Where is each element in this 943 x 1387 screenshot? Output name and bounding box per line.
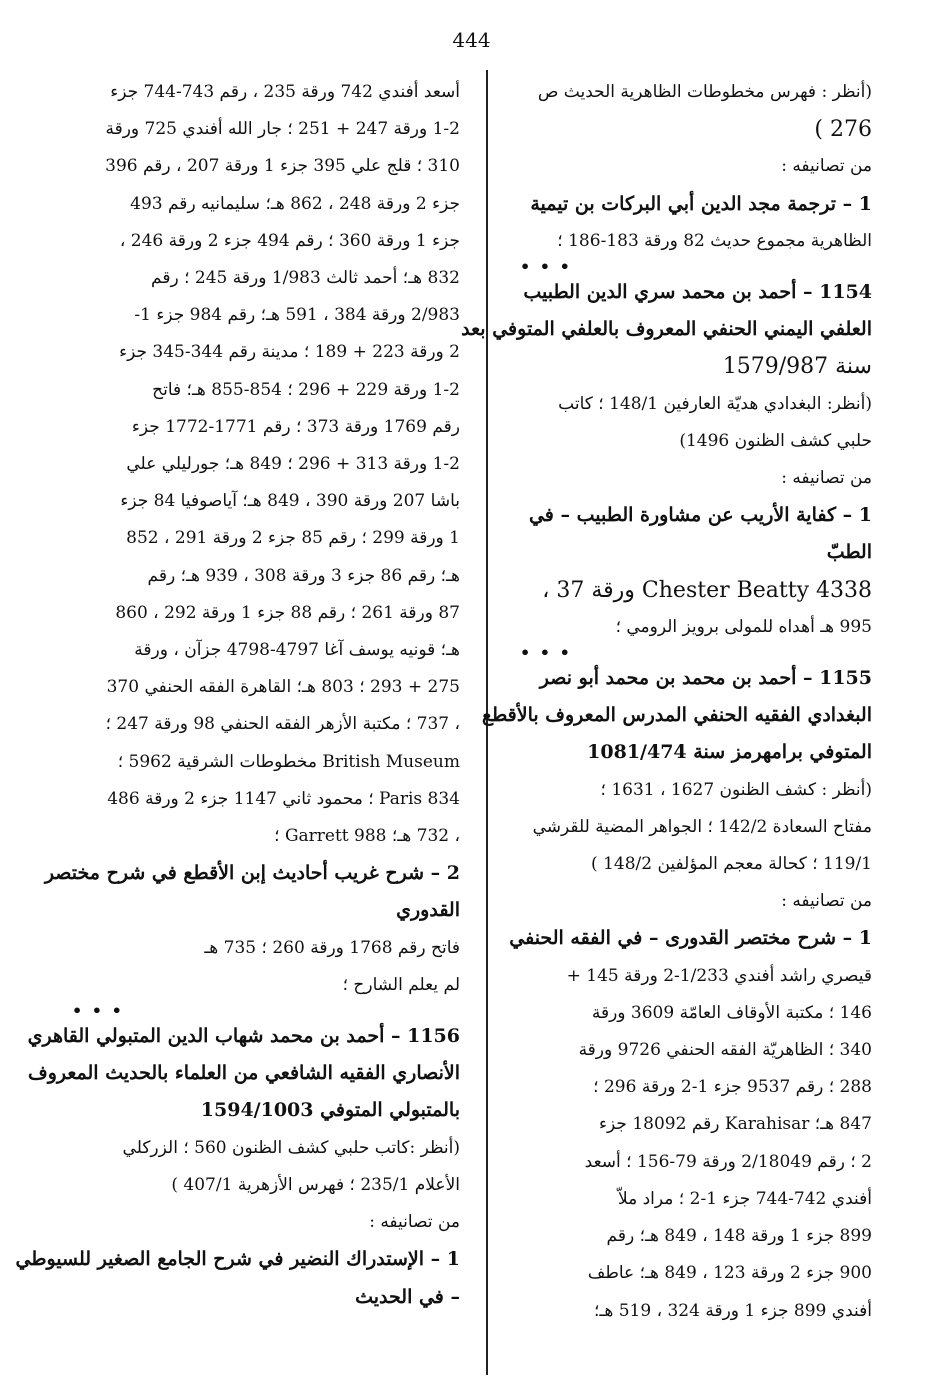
section-separator: • • •	[520, 643, 572, 663]
text-line: (أنظر : فهرس مخطوطات الظاهرية الحديث ص	[537, 82, 872, 102]
text-line: حلبي كشف الظنون 1496)	[679, 430, 872, 451]
text-line: مفتاح السعادة 142/2 ؛ الجواهر المضية للقرشي	[532, 816, 872, 837]
text-line: من تصانيفه :	[781, 156, 872, 177]
entry-heading: 1 – شرح مختصر القدورى – في الفقه الحنفي	[509, 927, 872, 950]
text-line: أفندي 899 جزء 1 ورقة 324 ، 519 هـ؛	[593, 1300, 872, 1321]
text-line: Chester Beatty 4338 ورقة 37 ،	[542, 577, 872, 603]
right-column	[461, 74, 872, 1330]
section-separator: • • •	[520, 257, 572, 277]
entry-heading: الطبّ	[826, 541, 872, 564]
text-line: Paris 834 ؛ محمود ثاني 1147 جزء 2 ورقة 486	[107, 788, 460, 809]
text-line: 1 ورقة 299 ؛ رقم 85 جزء 2 ورقة 291 ، 852	[126, 528, 460, 549]
text-line: رقم 1769 ورقة 373 ؛ رقم 1771-1772 جزء	[131, 416, 460, 437]
entry-heading: 1155 – أحمد بن محمد بن محمد أبو نصر	[539, 667, 872, 690]
text-line: 146 ؛ مكتبة الأوقاف العامّة 3609 ورقة	[591, 1002, 872, 1023]
section-separator: • • •	[72, 1001, 124, 1021]
text-line: (أنظر : كشف الظنون 1627 ، 1631 ؛	[600, 779, 872, 800]
text-line: 900 جزء 2 ورقة 123 ، 849 هـ؛ عاطف	[587, 1263, 872, 1284]
text-line: 276 )	[814, 117, 872, 143]
text-line: 275 + 293 ؛ 803 هـ؛ القاهرة الفقه الحنفي 370	[106, 677, 460, 698]
page-number: 444	[452, 28, 491, 52]
entry-heading: 1 – الإستدراك النضير في شرح الجامع الصغير للسيوطي	[15, 1248, 460, 1271]
text-line: باشا 207 ورقة 390 ، 849 هـ؛ آياصوفيا 84 جزء	[120, 491, 460, 512]
text-line: سنة 1579/987	[722, 354, 872, 380]
text-line: 2/983 ورقة 384 ، 591 هـ؛ رقم 984 جزء 1-	[134, 305, 460, 326]
text-line: هـ؛ رقم 86 جزء 3 ورقة 308 ، 939 هـ؛ رقم	[147, 565, 460, 586]
text-line: 899 جزء 1 ورقة 148 ، 849 هـ؛ رقم	[606, 1226, 872, 1247]
text-line: قيصري راشد أفندي 1/233-2 ورقة 145 +	[566, 965, 872, 986]
text-line: (أنظر :كاتب حلبي كشف الظنون 560 ؛ الزركلي	[122, 1137, 460, 1158]
text-line: 2 ؛ رقم 2/18049 ورقة 79-156 ؛ أسعد	[584, 1151, 872, 1172]
text-line: 1-2 ورقة 247 + 251 ؛ جار الله أفندي 725 ورقة	[105, 119, 460, 140]
text-line: 995 هـ أهداه للمولى برويز الرومي ؛	[615, 616, 872, 637]
entry-heading: القدوري	[396, 899, 460, 922]
text-line: أسعد أفندي 742 ورقة 235 ، رقم 743-744 جزء	[110, 82, 460, 102]
entry-heading: 1 – كفاية الأريب عن مشاورة الطبيب – في	[528, 504, 872, 527]
text-line: فاتح رقم 1768 ورقة 260 ؛ 735 هـ	[204, 937, 460, 958]
entry-heading: 2 – شرح غريب أحاديث إبن الأقطع في شرح مختصر	[44, 862, 460, 885]
entry-heading: – في الحديث	[355, 1285, 460, 1308]
text-line: British Museum مخطوطات الشرقية 5962 ؛	[117, 751, 460, 772]
text-line: لم يعلم الشارح ؛	[342, 974, 460, 995]
text-line: 288 ؛ رقم 9537 جزء 1-2 ورقة 296 ؛	[593, 1077, 872, 1098]
text-line: أفندي 742-744 جزء 1-2 ؛ مراد ملاّ	[617, 1188, 872, 1209]
text-line: من تصانيفه :	[369, 1212, 460, 1233]
text-line: جزء 2 ورقة 248 ، 862 هـ؛ سليمانيه رقم 493	[130, 193, 460, 214]
text-line: من تصانيفه :	[781, 891, 872, 912]
text-line: (أنظر: البغدادي هديّة العارفين 148/1 ؛ كاتب	[558, 393, 872, 414]
text-line: ، 737 ؛ مكتبة الأزهر الفقه الحنفي 98 ورقة 247 ؛	[105, 714, 460, 735]
text-line: الأعلام 235/1 ؛ فهرس الأزهرية 407/1 )	[171, 1174, 460, 1195]
text-line: الظاهرية مجموع حديث 82 ورقة 183-186 ؛	[557, 230, 872, 251]
entry-heading: المتوفي برامهرمز سنة 1081/474	[587, 741, 872, 764]
text-line: هـ؛ قونيه يوسف آغا 4797-4798 جزآن ، ورقة	[134, 640, 460, 661]
text-line: جزء 1 ورقة 360 ؛ رقم 494 جزء 2 ورقة 246 ،	[119, 230, 460, 251]
entry-heading: بالمتبولي المتوفي 1594/1003	[200, 1099, 460, 1122]
text-line: 87 ورقة 261 ؛ رقم 88 جزء 1 ورقة 292 ، 860	[115, 602, 460, 623]
entry-heading: العلفي اليمني الحنفي المعروف بالعلفي المتوفي بعد	[461, 318, 872, 341]
text-line: 1-2 ورقة 313 + 296 ؛ 849 هـ؛ جورليلي علي	[126, 454, 460, 475]
text-line: 119/1 ؛ كحالة معجم المؤلفين 148/2 )	[591, 854, 872, 875]
entry-heading: الأنصاري الفقيه الشافعي من العلماء بالحديث المعروف	[28, 1062, 460, 1085]
text-line: 310 ؛ قلج علي 395 جزء 1 ورقة 207 ، رقم 396	[105, 156, 460, 177]
entry-heading: 1 – ترجمة مجد الدين أبي البركات بن تيمية	[530, 192, 872, 215]
text-line: من تصانيفه :	[781, 468, 872, 489]
text-line: 1-2 ورقة 229 + 296 ؛ 854-855 هـ؛ فاتح	[152, 379, 460, 400]
text-line: 847 هـ؛ Karahisar رقم 18092 جزء	[599, 1114, 872, 1135]
text-line: 832 هـ؛ أحمد ثالث 1/983 ورقة 245 ؛ رقم	[151, 268, 460, 289]
entry-heading: 1156 – أحمد بن محمد شهاب الدين المتبولي القاهري	[27, 1025, 460, 1048]
text-line: ، 732 هـ؛ Garrett 988 ؛	[274, 826, 460, 847]
text-line: 340 ؛ الظاهريّة الفقه الحنفي 9726 ورقة	[578, 1040, 872, 1061]
text-line: 2 ورقة 223 + 189 ؛ مدينة رقم 344-345 جزء	[119, 342, 460, 363]
entry-heading: البغدادي الفقيه الحنفي المدرس المعروف بالأقطع	[481, 704, 872, 727]
entry-heading: 1154 – أحمد بن محمد سري الدين الطبيب	[523, 281, 872, 304]
left-column	[15, 74, 460, 1316]
